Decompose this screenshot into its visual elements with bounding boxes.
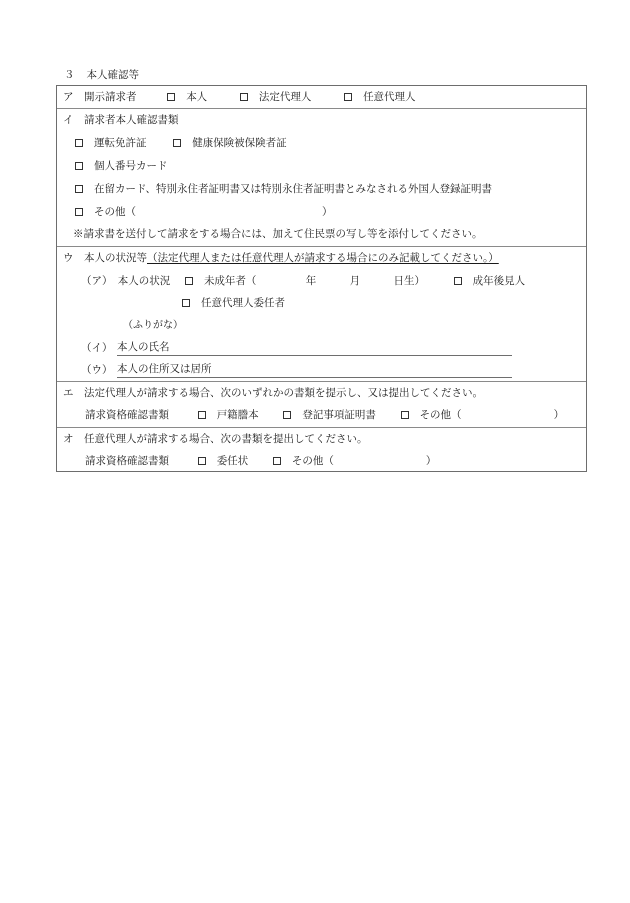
checkbox-registry-certificate[interactable]: 登記事項証明書 — [283, 409, 376, 421]
checkbox-health-insurance[interactable]: 健康保険被保険者証 — [173, 137, 287, 149]
row-requester-type — [57, 86, 586, 109]
checkbox-icon[interactable] — [185, 277, 193, 285]
checkbox-icon[interactable] — [198, 457, 206, 465]
checkbox-icon[interactable] — [173, 139, 181, 147]
principal-name-prefix: （イ） — [81, 342, 113, 354]
row-voluntary-agent-docs — [57, 427, 586, 472]
checkbox-icon[interactable] — [273, 457, 281, 465]
requester-type-label: ア 開示請求者 — [63, 91, 137, 103]
checkbox-icon[interactable] — [75, 185, 83, 193]
checkbox-residence-card[interactable]: 在留カード、特別永住者証明書又は特別永住者証明書とみなされる外国人登録証明書 — [75, 182, 492, 196]
principal-status-note: （法定代理人または任意代理人が請求する場合にのみ記載してください。） — [147, 252, 499, 264]
checkbox-power-of-attorney[interactable]: 委任状 — [198, 455, 249, 467]
principal-name-field[interactable] — [117, 355, 512, 356]
checkbox-drivers-license[interactable]: 運転免許証 — [75, 137, 147, 149]
checkbox-icon[interactable] — [75, 139, 83, 147]
principal-address-field[interactable] — [117, 377, 512, 378]
checkbox-principal[interactable]: 本人 — [167, 91, 207, 103]
section-number: ３ — [64, 69, 75, 81]
section-title — [64, 67, 139, 82]
checkbox-mynumber-card[interactable]: 個人番号カード — [75, 159, 168, 173]
checkbox-voluntary-agent[interactable]: 任意代理人 — [344, 91, 416, 103]
legal-agent-instruction: エ 法定代理人が請求する場合、次のいずれかの書類を提示し、又は提出してください。 — [63, 387, 483, 399]
checkbox-icon[interactable] — [75, 162, 83, 170]
identity-verification-form — [56, 85, 587, 472]
principal-name-label: 本人の氏名 — [117, 341, 170, 353]
checkbox-icon[interactable] — [401, 411, 409, 419]
status-sub-label: （ア） 本人の状況 — [81, 275, 171, 287]
id-documents-label: イ 請求者本人確認書類 — [63, 114, 179, 126]
checkbox-voluntary-principal[interactable]: 任意代理人委任者 — [182, 296, 285, 310]
section-heading: 本人確認等 — [86, 69, 139, 81]
checkbox-icon[interactable] — [198, 411, 206, 419]
checkbox-icon[interactable] — [344, 93, 352, 101]
checkbox-icon[interactable] — [283, 411, 291, 419]
checkbox-other-id[interactable]: その他（ ） — [75, 205, 333, 219]
row-legal-agent-docs — [57, 381, 586, 428]
principal-address-label: 本人の住所又は居所 — [117, 363, 212, 375]
furigana-label: （ふりがな） — [123, 320, 183, 331]
checkbox-icon[interactable] — [240, 93, 248, 101]
checkbox-voluntary-other[interactable]: その他（ ） — [273, 455, 437, 467]
principal-status-label: ウ 本人の状況等 — [63, 252, 147, 264]
principal-address-prefix: （ウ） — [81, 364, 113, 376]
voluntary-agent-doc-label: 請求資格確認書類 — [85, 455, 169, 467]
checkbox-icon[interactable] — [167, 93, 175, 101]
row-id-documents — [57, 108, 586, 247]
checkbox-adult-guardian[interactable]: 成年後見人 — [454, 275, 526, 287]
checkbox-legal-agent[interactable]: 法定代理人 — [240, 91, 312, 103]
voluntary-agent-instruction: オ 任意代理人が請求する場合、次の書類を提出してください。 — [63, 433, 368, 445]
checkbox-legal-other[interactable]: その他（ ） — [401, 409, 565, 421]
checkbox-minor[interactable]: 未成年者（ — [185, 275, 257, 287]
row-principal-status: ウ 本人の状況等（法定代理人または任意代理人が請求する場合にのみ記載してください。） （ア） 本人の状況 未成年者（ 年 月 日生） 成年後見人 任意代理人委任者 （ふりがな） （イ） 本人の氏名 （ウ） 本人の住所又は居所 — [57, 246, 586, 382]
checkbox-icon[interactable] — [75, 208, 83, 216]
checkbox-family-register[interactable]: 戸籍謄本 — [198, 409, 259, 421]
checkbox-icon[interactable] — [454, 277, 462, 285]
legal-agent-doc-label: 請求資格確認書類 — [85, 409, 169, 421]
mail-request-note: ※請求書を送付して請求をする場合には、加えて住民票の写し等を添付してください。 — [73, 228, 483, 240]
checkbox-icon[interactable] — [182, 299, 190, 307]
